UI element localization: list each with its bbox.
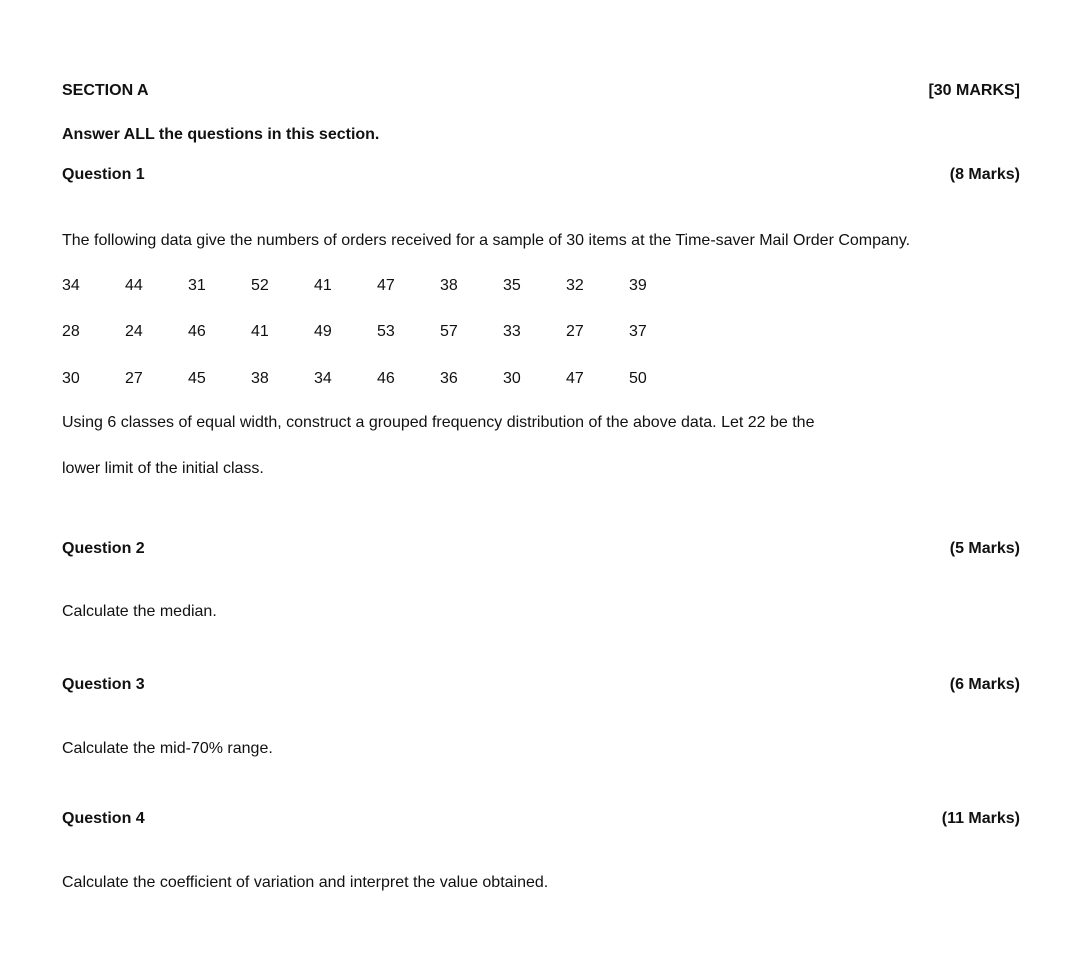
section-marks: [30 MARKS] <box>928 82 1020 99</box>
question-4-header <box>62 810 1020 828</box>
question-4-title: Question 4 <box>62 810 145 827</box>
exam-page <box>62 0 1020 957</box>
data-value: 47 <box>566 370 584 387</box>
data-value: 45 <box>188 370 206 387</box>
data-value: 57 <box>440 323 458 340</box>
data-value: 52 <box>251 277 269 294</box>
question-3-header <box>62 676 1020 694</box>
question-2-task: Calculate the median. <box>62 603 217 620</box>
data-value: 37 <box>629 323 647 340</box>
data-value: 53 <box>377 323 395 340</box>
question-1-header <box>62 166 1020 184</box>
data-value: 34 <box>314 370 332 387</box>
data-value: 41 <box>314 277 332 294</box>
data-value: 30 <box>503 370 521 387</box>
data-value: 46 <box>377 370 395 387</box>
data-value: 49 <box>314 323 332 340</box>
data-value: 33 <box>503 323 521 340</box>
question-3-title: Question 3 <box>62 676 145 693</box>
data-row-3 <box>62 370 692 388</box>
data-value: 41 <box>251 323 269 340</box>
section-instruction: Answer ALL the questions in this section. <box>62 126 380 143</box>
data-value: 47 <box>377 277 395 294</box>
question-1-task-line-2: lower limit of the initial class. <box>62 460 264 477</box>
data-row-1 <box>62 277 692 295</box>
section-header <box>62 82 1020 100</box>
question-1-task-line-1: Using 6 classes of equal width, construct a grouped frequency distribution of the above data. Let 22 be the <box>62 414 815 431</box>
question-2-header <box>62 540 1020 558</box>
data-value: 24 <box>125 323 143 340</box>
data-value: 35 <box>503 277 521 294</box>
question-4-task: Calculate the coefficient of variation and interpret the value obtained. <box>62 874 549 891</box>
data-value: 32 <box>566 277 584 294</box>
question-3-task: Calculate the mid-70% range. <box>62 740 273 757</box>
data-value: 30 <box>62 370 80 387</box>
question-1-intro: The following data give the numbers of orders received for a sample of 30 items at the Time-saver Mail Order Company. <box>62 232 911 249</box>
question-2-title: Question 2 <box>62 540 145 557</box>
data-value: 34 <box>62 277 80 294</box>
data-value: 36 <box>440 370 458 387</box>
data-value: 27 <box>566 323 584 340</box>
data-value: 50 <box>629 370 647 387</box>
data-value: 28 <box>62 323 80 340</box>
question-1-title: Question 1 <box>62 166 145 183</box>
data-value: 27 <box>125 370 143 387</box>
question-2-marks: (5 Marks) <box>949 540 1020 557</box>
question-4-marks: (11 Marks) <box>941 810 1020 827</box>
section-title: SECTION A <box>62 82 149 99</box>
data-value: 31 <box>188 277 206 294</box>
data-value: 44 <box>125 277 143 294</box>
question-3-marks: (6 Marks) <box>949 676 1020 693</box>
data-value: 46 <box>188 323 206 340</box>
data-row-2 <box>62 323 692 341</box>
data-value: 39 <box>629 277 647 294</box>
data-value: 38 <box>440 277 458 294</box>
data-value: 38 <box>251 370 269 387</box>
question-1-marks: (8 Marks) <box>949 166 1020 183</box>
